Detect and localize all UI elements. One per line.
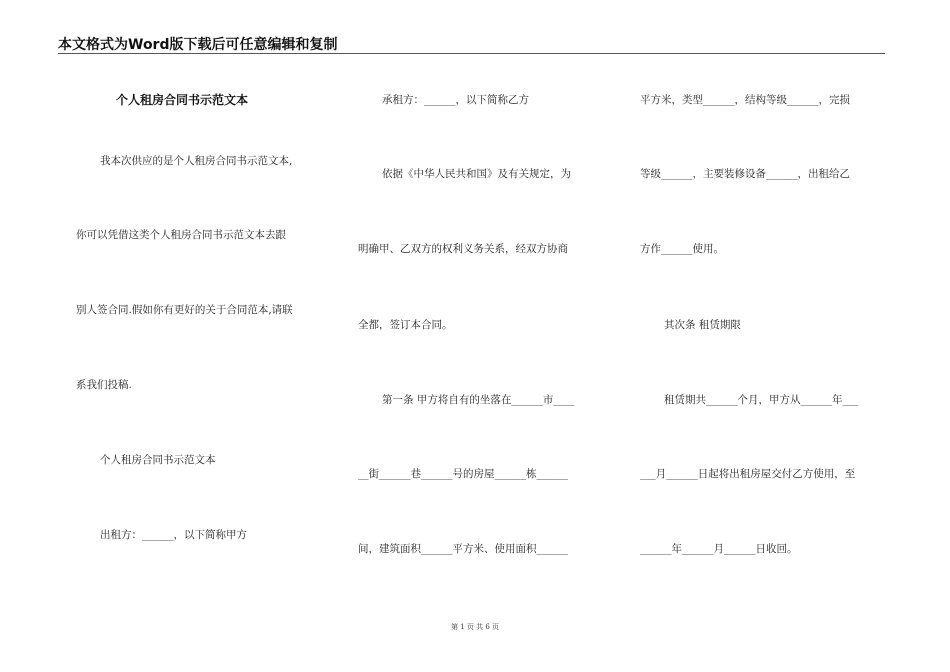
document-title: 个人租房合同书示范文本: [116, 93, 249, 107]
page-number: 第 1 页 共 6 页: [450, 623, 500, 631]
paragraph-line: 间，建筑面积______平方米、使用面积______: [358, 543, 568, 555]
paragraph-line: 明确甲、乙双方的权利义务关系，经双方协商: [358, 243, 568, 255]
paragraph-line: 全都，签订本合同。: [358, 319, 453, 331]
paragraph-line: ___月______日起将出租房屋交付乙方使用，至: [640, 468, 856, 480]
paragraph-line: ______年______月______日收回。: [640, 543, 798, 555]
paragraph-line: 方作______使用。: [640, 243, 724, 255]
text-column-2: [358, 0, 608, 672]
paragraph-line: 系我们投稿.: [76, 379, 132, 391]
paragraph-line: 我本次供应的是个人租房合同书示范文本,: [100, 155, 293, 167]
text-column-1: [76, 0, 332, 672]
paragraph-line: 平方米，类型______，结构等级______，完损: [640, 94, 850, 106]
document-header: 本文格式为Word版下载后可任意编辑和复制: [58, 37, 338, 53]
paragraph-line: 租赁期共______个月，甲方从______年___: [664, 394, 859, 406]
text-column-3: [640, 0, 890, 672]
paragraph-line: 你可以凭借这类个人租房合同书示范文本去跟: [76, 229, 286, 241]
paragraph-line: 出租方：______，以下简称甲方: [100, 529, 247, 541]
paragraph-line: 别人签合同.假如你有更好的关于合同范本,请联: [76, 304, 293, 316]
paragraph-line: 承租方：______，以下简称乙方: [382, 94, 529, 106]
paragraph-line: 第一条 甲方将自有的坐落在______市____: [382, 394, 575, 406]
paragraph-line: 依据《中华人民共和国》及有关规定，为: [382, 168, 571, 180]
section-heading: 其次条 租赁期限: [664, 319, 741, 331]
paragraph-line: 个人租房合同书示范文本: [100, 454, 216, 466]
paragraph-line: __街______巷______号的房屋______栋______: [358, 468, 568, 480]
paragraph-line: 等级______，主要装修设备______，出租给乙: [640, 168, 850, 180]
